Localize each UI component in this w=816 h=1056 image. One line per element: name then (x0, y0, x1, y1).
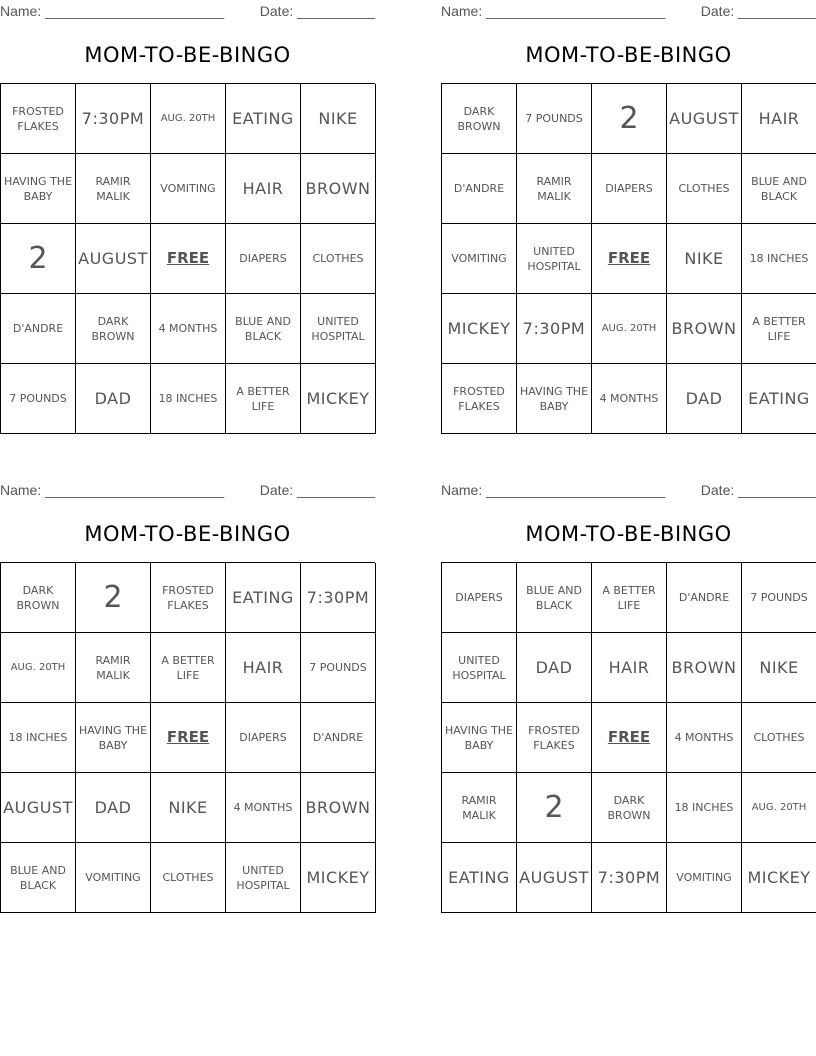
bingo-cell: D'ANDRE (667, 563, 742, 633)
bingo-cell: BROWN (301, 154, 376, 224)
bingo-cell: RAMIR MALIK (76, 633, 151, 703)
bingo-cell: A BETTER LIFE (742, 294, 816, 364)
bingo-cell: DARK BROWN (76, 294, 151, 364)
bingo-card (0, 0, 375, 434)
bingo-cell: DARK BROWN (1, 563, 76, 633)
bingo-cell: DIAPERS (226, 703, 301, 773)
bingo-cell: 18 INCHES (151, 364, 226, 434)
bingo-cell: FROSTED FLAKES (151, 563, 226, 633)
bingo-cell: 2 (517, 773, 592, 843)
bingo-cell: A BETTER LIFE (592, 563, 667, 633)
bingo-cell: MICKEY (301, 364, 376, 434)
bingo-cell: BLUE AND BLACK (517, 563, 592, 633)
card-title: MOM-TO-BE-BINGO (84, 522, 291, 546)
bingo-cell: EATING (226, 563, 301, 633)
bingo-cell: FROSTED FLAKES (442, 364, 517, 434)
bingo-cell: 7:30PM (592, 843, 667, 913)
bingo-cell: EATING (742, 364, 816, 434)
bingo-cell: A BETTER LIFE (151, 633, 226, 703)
bingo-cell: RAMIR MALIK (517, 154, 592, 224)
bingo-cell: VOMITING (667, 843, 742, 913)
bingo-cell: 7 POUNDS (301, 633, 376, 703)
card-header (441, 0, 816, 22)
bingo-cell: A BETTER LIFE (226, 364, 301, 434)
bingo-cell: CLOTHES (301, 224, 376, 294)
bingo-cell: EATING (226, 84, 301, 154)
bingo-cell: BLUE AND BLACK (742, 154, 816, 224)
bingo-cell: AUG. 20TH (1, 633, 76, 703)
bingo-cell: 2 (592, 84, 667, 154)
bingo-cell: 2 (1, 224, 76, 294)
bingo-cell: AUG. 20TH (742, 773, 816, 843)
bingo-cell: BLUE AND BLACK (226, 294, 301, 364)
bingo-cell: BROWN (301, 773, 376, 843)
bingo-cell: RAMIR MALIK (76, 154, 151, 224)
bingo-cell: 4 MONTHS (667, 703, 742, 773)
bingo-grid (441, 562, 816, 913)
bingo-cell: DIAPERS (442, 563, 517, 633)
bingo-cell: VOMITING (151, 154, 226, 224)
bingo-cell: NIKE (151, 773, 226, 843)
bingo-cell: AUGUST (667, 84, 742, 154)
date-field: Date: __________ (259, 3, 375, 19)
bingo-cell: HAVING THE BABY (442, 703, 517, 773)
bingo-cell: DIAPERS (226, 224, 301, 294)
bingo-cell: DARK BROWN (592, 773, 667, 843)
bingo-cell: 7:30PM (76, 84, 151, 154)
bingo-cell: AUG. 20TH (592, 294, 667, 364)
bingo-cell: AUGUST (517, 843, 592, 913)
bingo-cell: 7 POUNDS (517, 84, 592, 154)
bingo-cell: MICKEY (742, 843, 816, 913)
bingo-cell: 7:30PM (301, 563, 376, 633)
bingo-cell: AUG. 20TH (151, 84, 226, 154)
bingo-cell: CLOTHES (151, 843, 226, 913)
bingo-cell: EATING (442, 843, 517, 913)
card-title: MOM-TO-BE-BINGO (525, 43, 732, 67)
bingo-cell: NIKE (301, 84, 376, 154)
bingo-cell: 18 INCHES (1, 703, 76, 773)
bingo-cell: DARK BROWN (442, 84, 517, 154)
date-field: Date: __________ (259, 482, 375, 498)
bingo-cell: VOMITING (442, 224, 517, 294)
bingo-cell: DAD (76, 773, 151, 843)
free-space: FREE (592, 224, 667, 294)
card-header (0, 479, 375, 501)
bingo-cell: BLUE AND BLACK (1, 843, 76, 913)
free-space: FREE (151, 224, 226, 294)
bingo-cell: 18 INCHES (742, 224, 816, 294)
bingo-cell: UNITED HOSPITAL (301, 294, 376, 364)
name-field: Name: _______________________ (441, 3, 666, 19)
bingo-cell: BROWN (667, 294, 742, 364)
bingo-cell: D'ANDRE (1, 294, 76, 364)
bingo-cell: UNITED HOSPITAL (442, 633, 517, 703)
bingo-cell: 7:30PM (517, 294, 592, 364)
bingo-cell: RAMIR MALIK (442, 773, 517, 843)
free-space: FREE (151, 703, 226, 773)
card-title: MOM-TO-BE-BINGO (525, 522, 732, 546)
bingo-cell: 2 (76, 563, 151, 633)
bingo-cell: 7 POUNDS (742, 563, 816, 633)
bingo-cell: 4 MONTHS (592, 364, 667, 434)
bingo-cell: HAVING THE BABY (1, 154, 76, 224)
bingo-cell: AUGUST (1, 773, 76, 843)
bingo-cell: NIKE (667, 224, 742, 294)
bingo-cell: VOMITING (76, 843, 151, 913)
bingo-cell: MICKEY (301, 843, 376, 913)
name-field: Name: _______________________ (0, 482, 225, 498)
bingo-card (441, 0, 816, 434)
bingo-cell: UNITED HOSPITAL (517, 224, 592, 294)
bingo-cell: DIAPERS (592, 154, 667, 224)
bingo-cell: BROWN (667, 633, 742, 703)
bingo-cell: 18 INCHES (667, 773, 742, 843)
bingo-card (441, 479, 816, 913)
bingo-cell: DAD (76, 364, 151, 434)
name-field: Name: _______________________ (441, 482, 666, 498)
bingo-cell: 4 MONTHS (226, 773, 301, 843)
bingo-cell: UNITED HOSPITAL (226, 843, 301, 913)
bingo-cell: DAD (517, 633, 592, 703)
date-field: Date: __________ (700, 3, 816, 19)
bingo-cell: HAIR (226, 633, 301, 703)
name-field: Name: _______________________ (0, 3, 225, 19)
card-header (0, 0, 375, 22)
date-field: Date: __________ (700, 482, 816, 498)
bingo-cell: CLOTHES (667, 154, 742, 224)
bingo-cell: 7 POUNDS (1, 364, 76, 434)
bingo-grid (0, 562, 375, 913)
bingo-cell: HAIR (592, 633, 667, 703)
bingo-cell: CLOTHES (742, 703, 816, 773)
bingo-cell: HAVING THE BABY (76, 703, 151, 773)
bingo-grid (0, 83, 375, 434)
bingo-cell: DAD (667, 364, 742, 434)
bingo-cell: D'ANDRE (301, 703, 376, 773)
bingo-cell: HAVING THE BABY (517, 364, 592, 434)
free-space: FREE (592, 703, 667, 773)
card-header (441, 479, 816, 501)
bingo-cell: HAIR (742, 84, 816, 154)
bingo-cell: HAIR (226, 154, 301, 224)
bingo-cell: MICKEY (442, 294, 517, 364)
bingo-cell: FROSTED FLAKES (517, 703, 592, 773)
bingo-cell: D'ANDRE (442, 154, 517, 224)
bingo-cell: 4 MONTHS (151, 294, 226, 364)
bingo-grid (441, 83, 816, 434)
bingo-cell: FROSTED FLAKES (1, 84, 76, 154)
bingo-card (0, 479, 375, 913)
card-title: MOM-TO-BE-BINGO (84, 43, 291, 67)
bingo-cell: AUGUST (76, 224, 151, 294)
bingo-cell: NIKE (742, 633, 816, 703)
